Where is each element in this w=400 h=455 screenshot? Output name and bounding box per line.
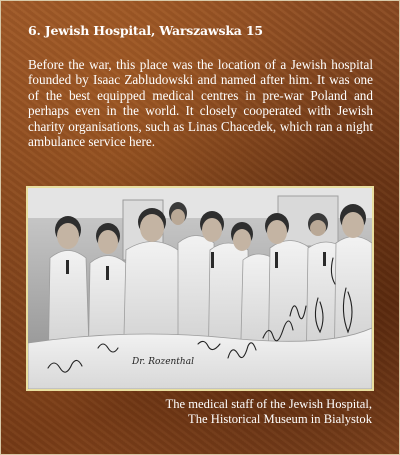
historical-photo <box>26 186 374 391</box>
caption-line-2: The Historical Museum in Bialystok <box>188 411 372 426</box>
page-title: 6. Jewish Hospital, Warszawska 15 <box>28 23 263 38</box>
photo-caption <box>166 397 372 426</box>
photo-signature: Dr. Rozenthal <box>132 357 194 367</box>
staff-photo-illustration <box>28 188 372 389</box>
description-paragraph: Before the war, this place was the location of a Jewish hospital founded by Isaac Zabludowski and named after him. It was one of the best equipped medical centres in pre-war Poland and perhaps even in the world. It closely cooperated with Jewish charity organisations, such as Linas Chacedek, which ran a night ambulance service here. <box>28 57 373 150</box>
caption-line-1: The medical staff of the Jewish Hospital, <box>165 397 372 411</box>
